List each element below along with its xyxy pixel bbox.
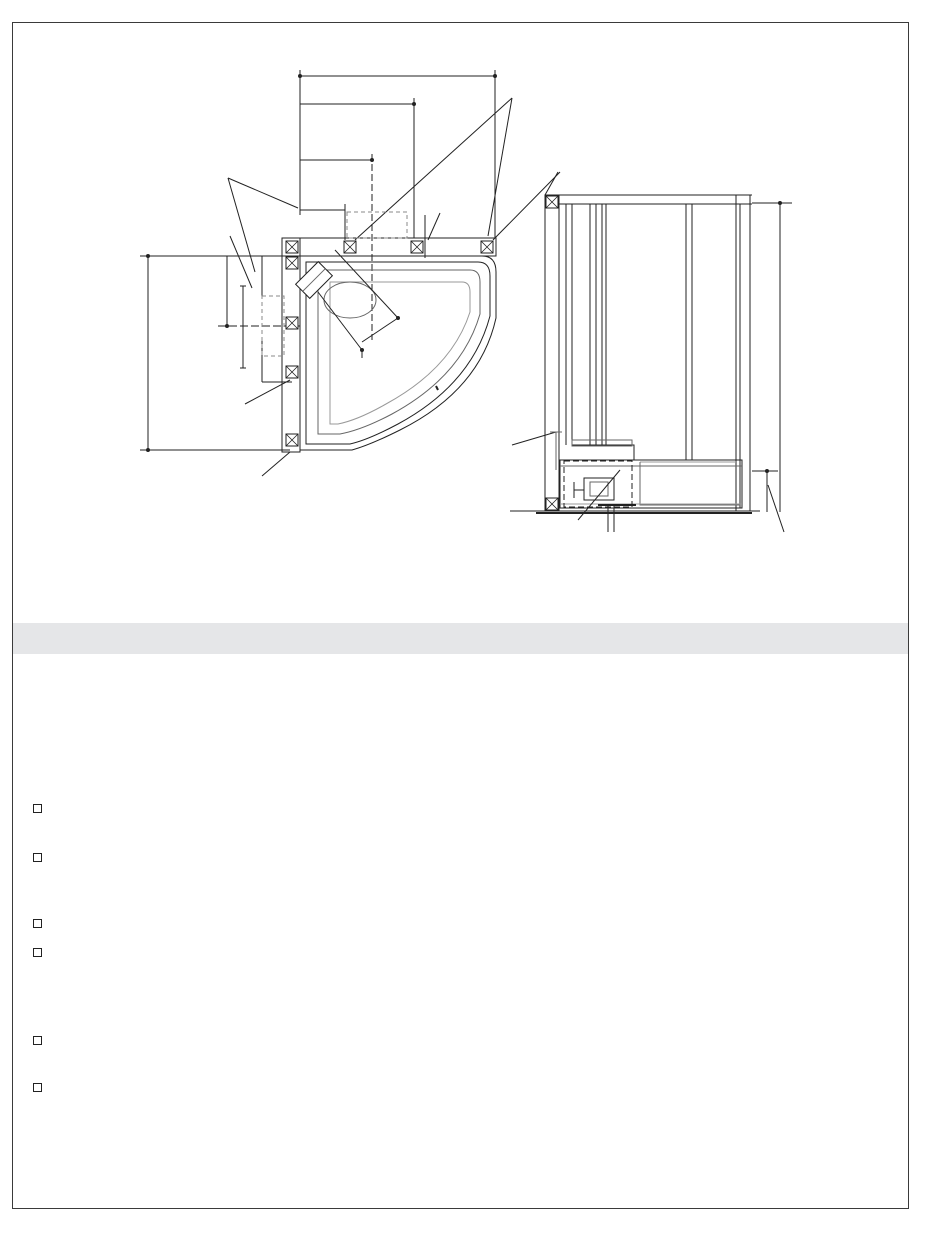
- checklist-box-1[interactable]: [33, 804, 42, 813]
- plan-view: [140, 70, 560, 476]
- plan-back-wall: [282, 212, 496, 256]
- plan-shower-base: [300, 256, 496, 450]
- checklist-box-3[interactable]: [33, 919, 42, 928]
- elevation-drain-assembly: [564, 461, 636, 532]
- plan-valve-assembly: [296, 250, 400, 358]
- plan-leader-lines: [228, 98, 560, 476]
- side-elevation: [510, 172, 792, 532]
- plan-top-dimensions: [299, 70, 497, 340]
- checklist-box-4[interactable]: [33, 948, 42, 957]
- plan-side-wall: [240, 256, 300, 452]
- elevation-leader-lines: [512, 172, 562, 470]
- checklist-box-5[interactable]: [33, 1036, 42, 1045]
- checklist-box-6[interactable]: [33, 1083, 42, 1092]
- elevation-height-dimension: [752, 202, 792, 533]
- elevation-shower-base: [560, 440, 742, 508]
- section-band: [13, 623, 908, 654]
- checklist-box-2[interactable]: [33, 853, 42, 862]
- plan-left-dimensions: [140, 255, 300, 452]
- elevation-frame: [545, 195, 752, 511]
